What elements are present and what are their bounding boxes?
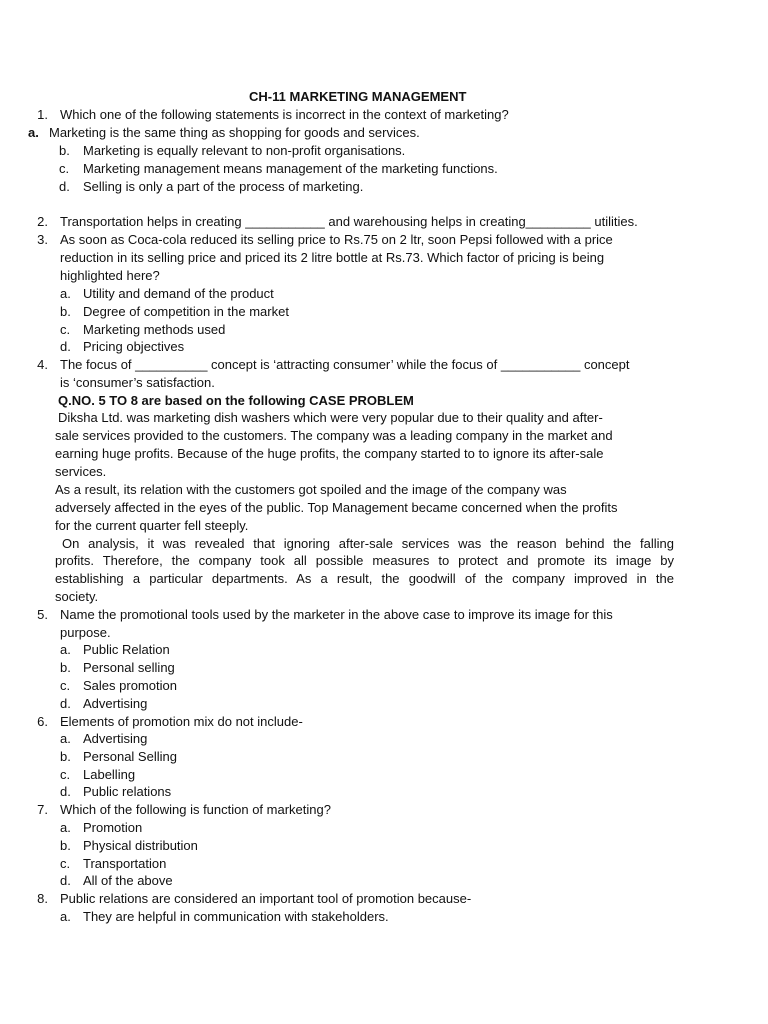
case-paragraph-line: earning huge profits. Because of the huge profits, the company started to to ignore its after-sale: [55, 446, 604, 461]
option-label: c.: [60, 767, 71, 782]
question-number: 3.: [37, 232, 48, 247]
option-label: b.: [60, 304, 71, 319]
question-2-text: Transportation helps in creating ___________ and warehousing helps in creating_________ utilities.: [60, 214, 638, 229]
option-label: c.: [60, 678, 71, 693]
question-number: 4.: [37, 357, 48, 372]
option-text: Marketing methods used: [83, 322, 226, 337]
option-text: Labelling: [83, 767, 136, 782]
case-paragraph-line: adversely affected in the eyes of the public. Top Management became concerned when the profits: [55, 500, 618, 515]
option-text: Personal Selling: [83, 749, 177, 764]
case-paragraph-line: establishing a particular departments. As a result, the goodwill of the company improved in the: [55, 571, 674, 586]
option-text: Physical distribution: [83, 838, 198, 853]
case-paragraph-line: On analysis, it was revealed that ignoring after-sale services was the reason behind the falling: [62, 536, 674, 551]
question-8-text: Public relations are considered an important tool of promotion because-: [60, 891, 472, 906]
option-text: Selling is only a part of the process of marketing.: [83, 179, 364, 194]
option-label: a.: [60, 642, 71, 657]
question-number: 2.: [37, 214, 48, 229]
option-text: Marketing is the same thing as shopping for goods and services.: [49, 125, 420, 140]
case-paragraph-line: services.: [55, 464, 107, 479]
option-label: d.: [60, 696, 71, 711]
question-6-text: Elements of promotion mix do not include-: [60, 714, 303, 729]
option-text: Transportation: [83, 856, 167, 871]
question-number: 1.: [37, 107, 48, 122]
option-label: c.: [60, 322, 71, 337]
option-text: Utility and demand of the product: [83, 286, 274, 301]
question-5-line: purpose.: [60, 625, 111, 640]
option-label: a.: [60, 731, 71, 746]
option-label: a.: [60, 820, 71, 835]
option-text: All of the above: [83, 873, 173, 888]
option-text: Personal selling: [83, 660, 175, 675]
option-text: Public relations: [83, 784, 172, 799]
option-text: Degree of competition in the market: [83, 304, 289, 319]
option-label: b.: [59, 143, 70, 158]
option-text: Marketing is equally relevant to non-profit organisations.: [83, 143, 406, 158]
case-paragraph-line: Diksha Ltd. was marketing dish washers which were very popular due to their quality and after-: [58, 410, 603, 425]
option-text: Pricing objectives: [83, 339, 185, 354]
option-label: a.: [60, 909, 71, 924]
question-number: 5.: [37, 607, 48, 622]
page-title: CH-11 MARKETING MANAGEMENT: [249, 89, 467, 104]
option-label: a.: [28, 125, 39, 140]
case-paragraph-line: profits. Therefore, the company took all possible measures to protect and promote its image by: [55, 553, 674, 568]
case-paragraph-line: society.: [55, 589, 99, 604]
option-text: Public Relation: [83, 642, 170, 657]
question-4-line: The focus of __________ concept is ‘attracting consumer’ while the focus of ___________ concept: [60, 357, 630, 372]
option-label: c.: [59, 161, 70, 176]
case-paragraph-line: sale services provided to the customers. The company was a leading company in the market and: [55, 428, 613, 443]
question-5-line: Name the promotional tools used by the marketer in the above case to improve its image for this: [60, 607, 613, 622]
question-7-text: Which of the following is function of marketing?: [60, 802, 331, 817]
option-label: d.: [60, 339, 71, 354]
question-3-line: As soon as Coca-cola reduced its selling price to Rs.75 on 2 ltr, soon Pepsi followed with a price: [60, 232, 613, 247]
option-label: b.: [60, 749, 71, 764]
option-label: a.: [60, 286, 71, 301]
option-label: d.: [60, 784, 71, 799]
question-3-line: highlighted here?: [60, 268, 160, 283]
question-1-text: Which one of the following statements is incorrect in the context of marketing?: [60, 107, 509, 122]
question-3-line: reduction in its selling price and priced its 2 litre bottle at Rs.73. Which factor of pricing is being: [60, 250, 605, 265]
option-text: Advertising: [83, 696, 148, 711]
option-label: d.: [59, 179, 70, 194]
option-text: Promotion: [83, 820, 143, 835]
option-text: Advertising: [83, 731, 148, 746]
option-text: Marketing management means management of the marketing functions.: [83, 161, 498, 176]
option-label: b.: [60, 660, 71, 675]
question-number: 6.: [37, 714, 48, 729]
question-number: 7.: [37, 802, 48, 817]
option-text: Sales promotion: [83, 678, 177, 693]
option-label: d.: [60, 873, 71, 888]
question-4-line: is ‘consumer’s satisfaction.: [60, 375, 215, 390]
case-heading: Q.NO. 5 TO 8 are based on the following CASE PROBLEM: [58, 393, 414, 408]
case-paragraph-line: As a result, its relation with the customers got spoiled and the image of the company was: [55, 482, 567, 497]
question-number: 8.: [37, 891, 48, 906]
option-label: b.: [60, 838, 71, 853]
case-paragraph-line: for the current quarter fell steeply.: [55, 518, 249, 533]
option-text: They are helpful in communication with stakeholders.: [83, 909, 389, 924]
option-label: c.: [60, 856, 71, 871]
